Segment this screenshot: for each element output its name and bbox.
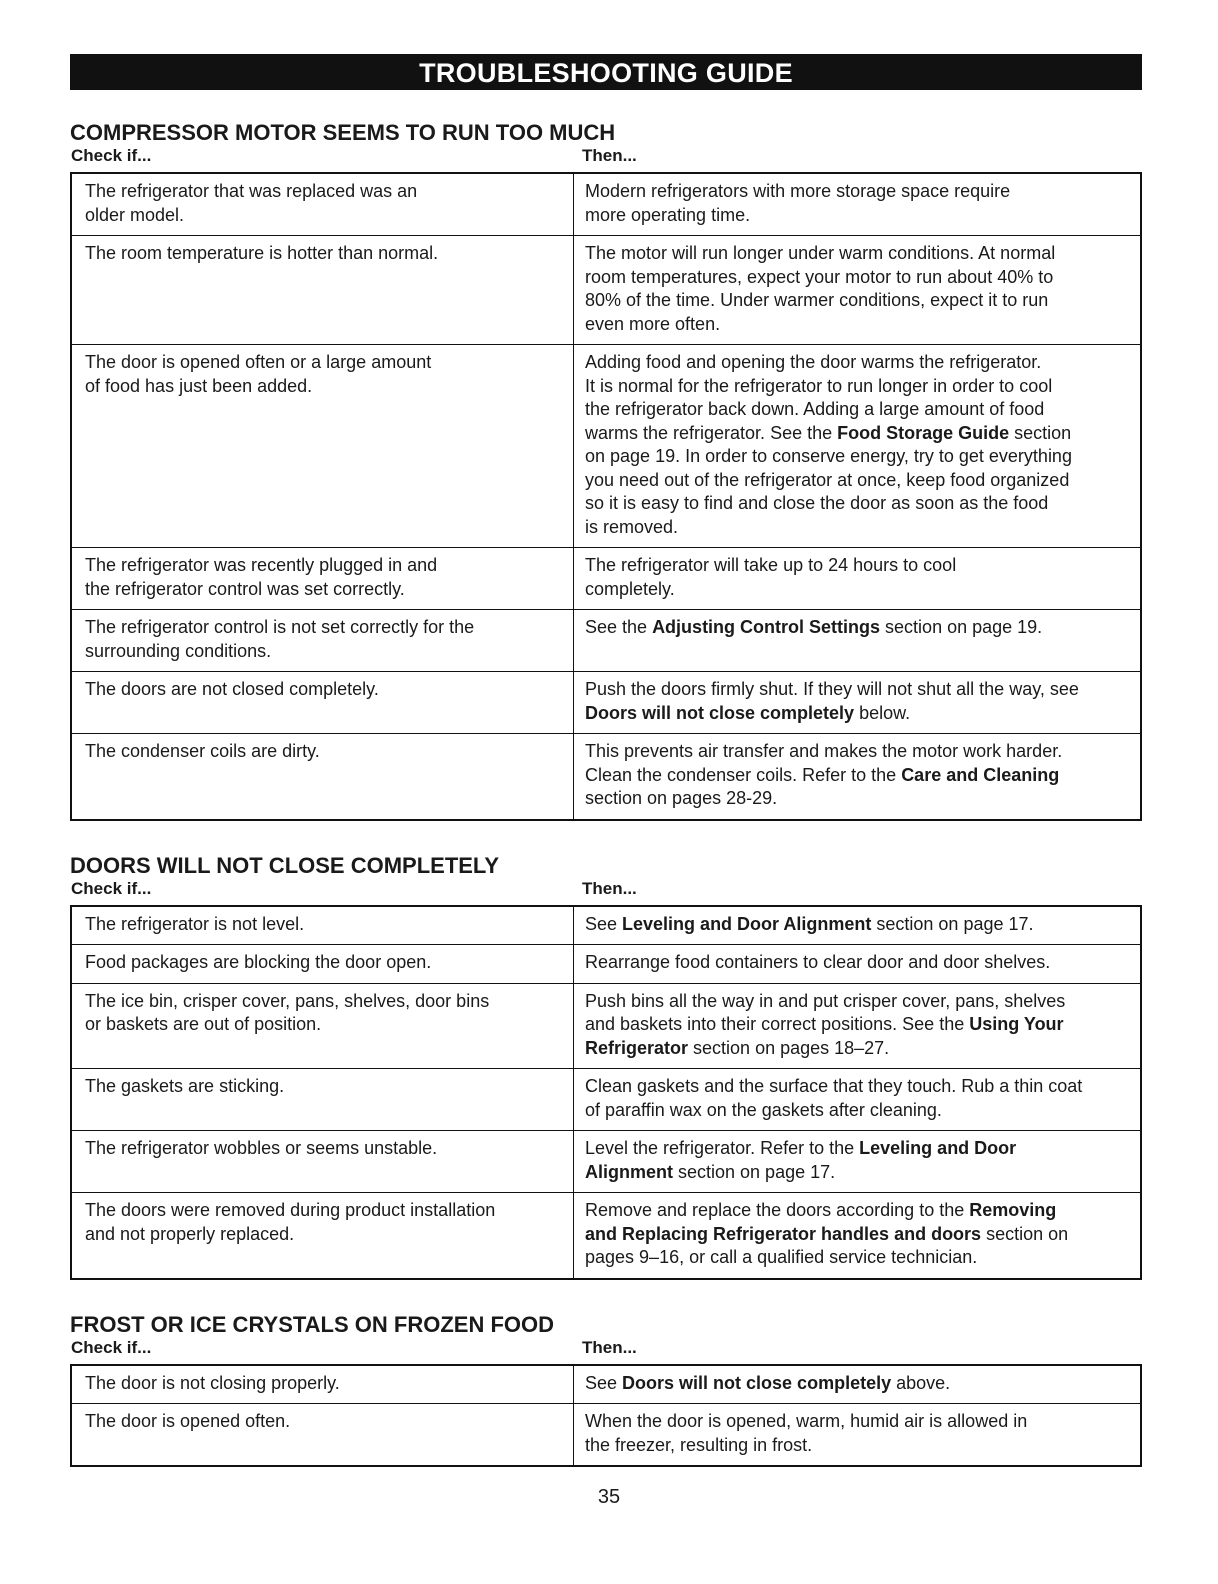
- check-line: older model.: [85, 204, 185, 225]
- then-text: Adding food and opening the door warms the refrigerator.: [585, 352, 1042, 372]
- then-line: [585, 204, 1136, 228]
- then-cell: [574, 1404, 1142, 1467]
- check-cell: [71, 1131, 574, 1193]
- then-line: [585, 1199, 1136, 1223]
- section-frost: [70, 1312, 1142, 1468]
- bold-reference: Food Storage Guide: [837, 422, 1010, 443]
- page-number: 35: [597, 1486, 621, 1508]
- check-line: the refrigerator control was set correctly.: [85, 578, 405, 599]
- then-line: [585, 951, 1136, 975]
- then-text: the refrigerator back down. Adding a large amount of food: [585, 399, 1045, 419]
- then-header: Then...: [582, 878, 637, 898]
- check-line: The refrigerator wobbles or seems unstable.: [85, 1138, 438, 1158]
- check-line: or baskets are out of position.: [85, 1014, 322, 1034]
- table-row: [71, 672, 1141, 734]
- then-cell: [574, 1193, 1142, 1279]
- then-text: Modern refrigerators with more storage space require: [585, 181, 1011, 201]
- then-line: [585, 787, 1136, 811]
- check-cell: [71, 983, 574, 1069]
- then-text: and baskets into their correct positions. See the: [585, 1014, 970, 1034]
- check-cell: [71, 548, 574, 610]
- then-line: [585, 445, 1136, 469]
- check-line: The refrigerator that was replaced was an: [85, 181, 418, 201]
- then-line: [585, 422, 1136, 446]
- section-title: COMPRESSOR MOTOR SEEMS TO RUN TOO MUCH: [70, 120, 616, 145]
- then-line: [585, 913, 1136, 937]
- bold-reference: Leveling and Door Alignment: [622, 913, 872, 934]
- then-line: [585, 313, 1136, 337]
- table-row: [71, 1193, 1141, 1279]
- then-line: [585, 702, 1136, 726]
- then-text: section on: [981, 1223, 1069, 1244]
- then-text: The refrigerator will take up to 24 hours to cool: [585, 555, 957, 575]
- then-text: Push bins all the way in and put crisper cover, pans, shelves: [585, 990, 1066, 1011]
- then-line: [585, 1372, 1136, 1396]
- then-line: [585, 1013, 1136, 1037]
- then-line: [585, 1099, 1136, 1123]
- table-row: [71, 345, 1141, 548]
- check-line: The doors are not closed completely.: [85, 679, 379, 699]
- then-cell: [574, 548, 1142, 610]
- then-header: Then...: [582, 146, 637, 165]
- check-cell: [71, 1069, 574, 1131]
- then-text: Remove and replace the doors according to the: [585, 1200, 970, 1220]
- then-cell: [574, 1365, 1142, 1404]
- then-text: below.: [854, 702, 911, 723]
- then-line: [585, 764, 1136, 788]
- then-text: room temperatures, expect your motor to run about 40% to: [585, 266, 1054, 287]
- check-line: The door is opened often.: [85, 1411, 291, 1431]
- then-line: [585, 990, 1136, 1014]
- then-text: See: [585, 1372, 623, 1393]
- then-line: [585, 1410, 1136, 1434]
- check-cell: [71, 610, 574, 672]
- then-text: above.: [891, 1372, 951, 1393]
- then-line: [585, 616, 1136, 640]
- then-line: [585, 180, 1136, 204]
- then-line: [585, 516, 1136, 540]
- then-line: [585, 1434, 1136, 1458]
- then-cell: [574, 983, 1142, 1069]
- table-row: [71, 906, 1141, 945]
- section-title: DOORS WILL NOT CLOSE COMPLETELY: [70, 852, 500, 878]
- then-cell: [574, 345, 1142, 548]
- column-headers: [70, 879, 1142, 901]
- then-text: so it is easy to find and close the door as soon as the food: [585, 493, 1049, 513]
- then-text: See the: [585, 617, 653, 637]
- check-line: The refrigerator was recently plugged in and: [85, 555, 438, 575]
- troubleshooting-table: [70, 172, 1142, 821]
- then-line: [585, 1161, 1136, 1185]
- then-text: the freezer, resulting in frost.: [585, 1434, 813, 1455]
- bold-reference: Doors will not close completely: [585, 702, 855, 723]
- check-line: The room temperature is hotter than normal.: [85, 243, 439, 263]
- then-text: pages 9–16, or call a qualified service technician.: [585, 1247, 978, 1267]
- then-line: [585, 289, 1136, 313]
- check-line: The doors were removed during product installation: [85, 1200, 496, 1220]
- check-line: and not properly replaced.: [85, 1223, 295, 1244]
- then-text: on page 19. In order to conserve energy, try to get everything: [585, 446, 1072, 466]
- then-cell: [574, 236, 1142, 345]
- then-text: When the door is opened, warm, humid air is allowed in: [585, 1411, 1028, 1431]
- then-text: is removed.: [585, 516, 679, 537]
- check-cell: [71, 945, 574, 984]
- then-text: It is normal for the refrigerator to run longer in order to cool: [585, 375, 1053, 396]
- then-header: Then...: [582, 1337, 637, 1357]
- check-line: The ice bin, crisper cover, pans, shelves, door bins: [85, 990, 490, 1011]
- then-text: Level the refrigerator. Refer to the: [585, 1138, 860, 1158]
- then-line: [585, 1137, 1136, 1161]
- then-text: section on pages 18–27.: [688, 1037, 890, 1058]
- check-cell: [71, 345, 574, 548]
- table-row: [71, 610, 1141, 672]
- column-headers: [70, 146, 1142, 168]
- bold-reference: Care and Cleaning: [901, 764, 1060, 785]
- then-line: [585, 678, 1136, 702]
- check-cell: [71, 1365, 574, 1404]
- then-text: The motor will run longer under warm conditions. At normal: [585, 243, 1056, 263]
- bold-reference: and Replacing Refrigerator handles and doors: [585, 1223, 982, 1244]
- check-line: The condenser coils are dirty.: [85, 741, 320, 761]
- then-line: [585, 469, 1136, 493]
- then-line: [585, 242, 1136, 266]
- then-text: section on page 17.: [673, 1161, 836, 1182]
- table-row: [71, 548, 1141, 610]
- then-cell: [574, 672, 1142, 734]
- then-line: [585, 1037, 1136, 1061]
- then-text: warms the refrigerator. See the: [585, 422, 838, 443]
- then-text: This prevents air transfer and makes the motor work harder.: [585, 741, 1063, 761]
- troubleshooting-page: [70, 54, 1142, 1467]
- bold-reference: Using Your: [969, 1014, 1064, 1034]
- then-cell: [574, 734, 1142, 820]
- table-row: [71, 1404, 1141, 1467]
- table-row: [71, 983, 1141, 1069]
- then-line: [585, 1246, 1136, 1270]
- then-cell: [574, 906, 1142, 945]
- troubleshooting-table: [70, 905, 1142, 1280]
- then-cell: [574, 1131, 1142, 1193]
- then-text: of paraffin wax on the gaskets after cleaning.: [585, 1099, 942, 1120]
- check-if-header: Check if...: [71, 1337, 152, 1357]
- section-compressor: [70, 120, 1142, 821]
- check-line: surrounding conditions.: [85, 640, 272, 661]
- then-cell: [574, 1069, 1142, 1131]
- then-text: section: [1009, 422, 1072, 443]
- check-line: The refrigerator is not level.: [85, 913, 305, 934]
- bold-reference: Doors will not close completely: [622, 1372, 892, 1393]
- then-line: [585, 266, 1136, 290]
- check-cell: [71, 236, 574, 345]
- section-doors: [70, 853, 1142, 1280]
- then-text: Push the doors firmly shut. If they will not shut all the way, see: [585, 679, 1079, 699]
- then-text: See: [585, 913, 623, 934]
- then-text: even more often.: [585, 313, 721, 334]
- then-text: 80% of the time. Under warmer conditions, expect it to run: [585, 290, 1049, 310]
- then-cell: [574, 945, 1142, 984]
- bold-reference: Removing: [969, 1200, 1057, 1220]
- check-line: The refrigerator control is not set correctly for the: [85, 617, 475, 637]
- troubleshooting-table: [70, 1364, 1142, 1468]
- check-line: of food has just been added.: [85, 375, 313, 396]
- then-text: section on page 19.: [880, 617, 1043, 637]
- then-line: [585, 375, 1136, 399]
- check-line: The gaskets are sticking.: [85, 1076, 285, 1096]
- table-row: [71, 1131, 1141, 1193]
- then-line: [585, 492, 1136, 516]
- then-line: [585, 351, 1136, 375]
- table-row: [71, 1365, 1141, 1404]
- then-text: completely.: [585, 578, 675, 599]
- check-if-header: Check if...: [71, 878, 152, 898]
- then-text: section on pages 28-29.: [585, 788, 778, 808]
- check-cell: [71, 672, 574, 734]
- then-text: Rearrange food containers to clear door and door shelves.: [585, 952, 1051, 972]
- table-row: [71, 734, 1141, 820]
- bold-reference: Leveling and Door: [859, 1138, 1017, 1158]
- check-cell: [71, 734, 574, 820]
- table-row: [71, 173, 1141, 236]
- then-text: you need out of the refrigerator at once, keep food organized: [585, 469, 1070, 490]
- bold-reference: Adjusting Control Settings: [652, 617, 881, 637]
- table-row: [71, 236, 1141, 345]
- section-title: FROST OR ICE CRYSTALS ON FROZEN FOOD: [70, 1311, 554, 1337]
- then-line: [585, 578, 1136, 602]
- column-headers: [70, 1338, 1142, 1360]
- check-cell: [71, 1404, 574, 1467]
- table-row: [71, 945, 1141, 984]
- check-line: The door is opened often or a large amount: [85, 352, 432, 372]
- then-text: section on page 17.: [871, 913, 1034, 934]
- check-if-header: Check if...: [71, 146, 152, 165]
- bold-reference: Refrigerator: [585, 1037, 689, 1058]
- guide-banner: TROUBLESHOOTING GUIDE: [70, 54, 1142, 90]
- then-line: [585, 554, 1136, 578]
- check-cell: [71, 1193, 574, 1279]
- then-text: Clean gaskets and the surface that they touch. Rub a thin coat: [585, 1076, 1083, 1096]
- then-line: [585, 740, 1136, 764]
- then-cell: [574, 610, 1142, 672]
- then-cell: [574, 173, 1142, 236]
- then-line: [585, 1223, 1136, 1247]
- table-row: [71, 1069, 1141, 1131]
- check-line: Food packages are blocking the door open.: [85, 952, 432, 972]
- then-text: Clean the condenser coils. Refer to the: [585, 764, 902, 785]
- then-text: more operating time.: [585, 204, 751, 225]
- check-cell: [71, 173, 574, 236]
- then-line: [585, 398, 1136, 422]
- check-cell: [71, 906, 574, 945]
- bold-reference: Alignment: [585, 1161, 673, 1182]
- then-line: [585, 1075, 1136, 1099]
- check-line: The door is not closing properly.: [85, 1372, 340, 1393]
